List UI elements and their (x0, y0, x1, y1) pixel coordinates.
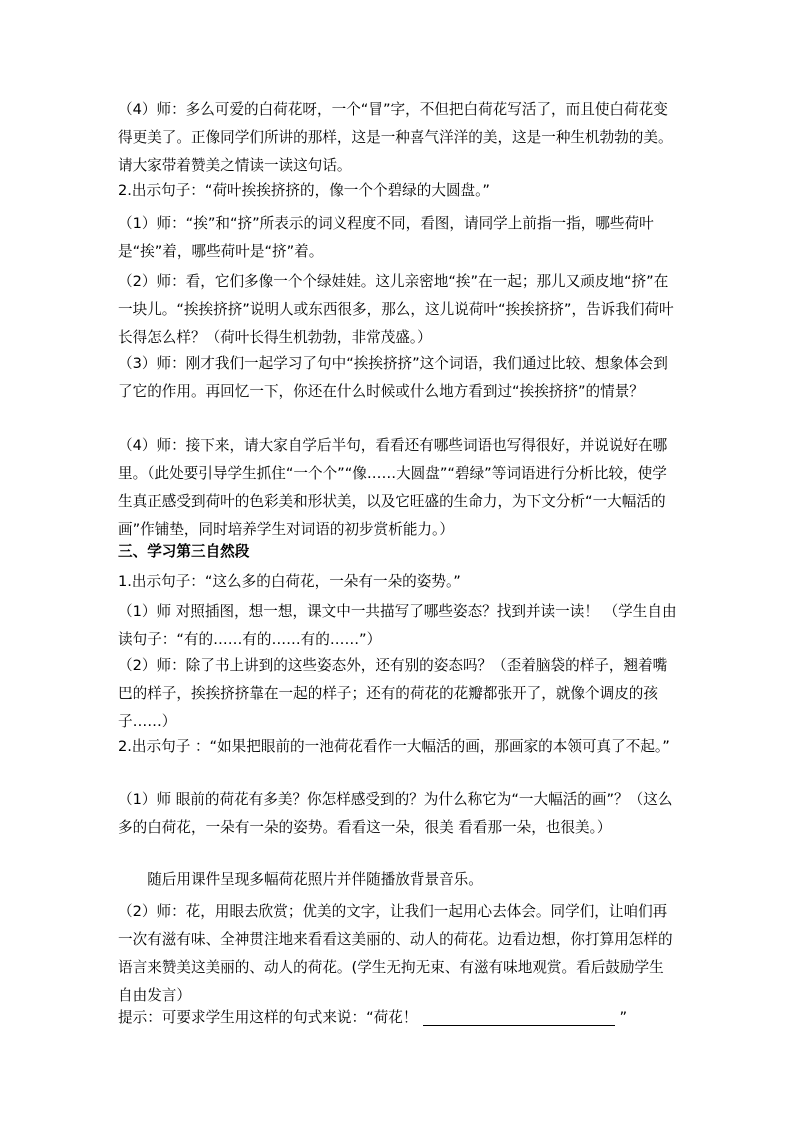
paragraph-courseware: 随后用课件呈现多幅荷花照片并伴随播放背景音乐。 (147, 871, 483, 888)
paragraph-sentence-2-painting: 2.出示句子 ：“如果把眼前的一池荷花看作一大幅活的画，那画家的本领可真了不起。” (118, 738, 670, 755)
paragraph-teacher-1-beauty: （1）师 眼前的荷花有多美？你怎样感受到的？为什么称它为“一大幅活的画”？（这么多的白荷花，一朵有一朵的姿势。看看这一朵，很美 看看那一朵，也很美。） (118, 791, 673, 836)
paragraph-teacher-3-recall: （3）师：刚才我们一起学习了句中“挨挨挤挤”这个词语，我们通过比较、想象体会到了它的作用。再回忆一下，你还在什么时候或什么地方看到过“挨挨挤挤”的情景？ (118, 355, 668, 400)
paragraph-hint (118, 1004, 678, 1032)
hint-suffix: ” (619, 1009, 627, 1026)
paragraph-sentence-2: 2.出示句子：“荷叶挨挨挤挤的，像一个个碧绿的大圆盘。” (118, 182, 490, 199)
paragraph-teacher-2-appreciate: （2）师：花，用眼去欣赏；优美的文字，让我们一起用心去体会。同学们，让咱们再一次有滋有味、全神贯注地来看看这美丽的、动人的荷花。边看边想，你打算用怎样的语言来赞美这美丽的、动人的荷花。(学生无拘无束、有滋有味地观赏。看后鼓励学生自由发言） (118, 903, 673, 1004)
paragraph-teacher-2-other-poses: （2）师：除了书上讲到的这些姿态外，还有别的姿态吗？（歪着脑袋的样子，翘着嘴巴的样子，挨挨挤挤靠在一起的样子；还有的荷花的花瓣都张开了，就像个调皮的孩子……） (118, 657, 668, 730)
hint-prefix: 提示：可要求学生用这样的句式来说：“荷花！ (118, 1009, 418, 1026)
paragraph-teacher-4-lotus: （4）师：多么可爱的白荷花呀，一个“冒”字，不但把白荷花写活了，而且使白荷花变得更美了。正像同学们所讲的那样，这是一种喜气洋洋的美，这是一种生机勃勃的美。请大家带着赞美之情读一读这句话。 (118, 101, 673, 174)
paragraph-sentence-1-poses: 1.出示句子：“这么多的白荷花，一朵有一朵的姿势。” (118, 573, 461, 590)
paragraph-teacher-1-illustration: （1）师 对照插图，想一想，课文中一共描写了哪些姿态？找到并读一读！ （学生自由读句子：“有的……有的……有的……”） (118, 603, 677, 648)
paragraph-teacher-1-ai-ji: （1）师：“挨”和“挤”所表示的词义程度不同，看图，请同学上前指一指，哪些荷叶是“挨”着，哪些荷叶是“挤”着。 (118, 215, 654, 260)
paragraph-teacher-4-self-study: （4）师：接下来，请大家自学后半句，看看还有哪些词语也写得很好，并说说好在哪里。（此处要引导学生抓住“一个个”“像……大圆盘”“碧绿”等词语进行分析比较，使学生真正感受到荷叶的色彩美和形状美，以及它旺盛的生命力，为下文分析“一大幅活的画”作铺垫，同时培养学生对词语的初步赏析能力。） (118, 437, 668, 538)
fill-in-blank-line (423, 1007, 615, 1026)
paragraph-teacher-2-green-dolls: （2）师：看，它们多像一个个绿娃娃。这儿亲密地“挨”在一起；那儿又顽皮地“挤”在一块儿。“挨挨挤挤”说明人或东西很多，那么，这儿说荷叶“挨挨挤挤”，告诉我们荷叶长得怎么样？（荷叶长得生机勃勃，非常茂盛。） (118, 273, 674, 346)
section-heading-3: 三、学习第三自然段 (118, 543, 250, 560)
